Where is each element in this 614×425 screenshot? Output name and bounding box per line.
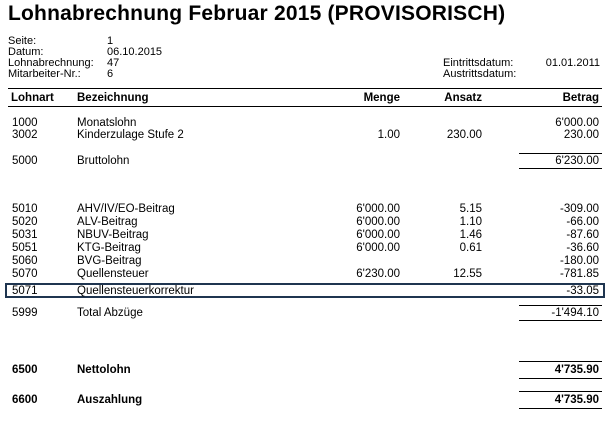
row-bezeichnung: Bruttolohn xyxy=(77,155,130,167)
total-deductions-rule xyxy=(519,305,602,306)
row-bezeichnung: Nettolohn xyxy=(77,364,131,376)
row-menge: 6'230.00 xyxy=(356,268,400,280)
row-lohnart: 1000 xyxy=(12,117,38,129)
row-lohnart: 5070 xyxy=(12,268,38,280)
col-header-ansatz: Ansatz xyxy=(444,92,482,104)
meta-value-mitarbeiter: 6 xyxy=(107,68,114,80)
meta-value-seite: 1 xyxy=(107,35,114,47)
row-bezeichnung: Kinderzulage Stufe 2 xyxy=(77,129,184,141)
col-header-betrag: Betrag xyxy=(562,92,599,104)
row-ansatz: 1.10 xyxy=(459,216,482,228)
row-lohnart: 6600 xyxy=(12,394,38,406)
row-lohnart: 5071 xyxy=(12,285,38,297)
row-ansatz: 230.00 xyxy=(446,129,482,141)
row-ansatz: 12.55 xyxy=(453,268,482,280)
col-header-menge: Menge xyxy=(363,92,400,104)
row-lohnart: 5060 xyxy=(12,255,38,267)
col-header-lohnart: Lohnart xyxy=(11,92,54,104)
row-lohnart: 5999 xyxy=(12,307,38,319)
row-betrag: 6'230.00 xyxy=(555,155,599,167)
row-betrag: 4'735.90 xyxy=(554,364,599,376)
row-betrag: -87.60 xyxy=(566,229,599,241)
row-lohnart: 3002 xyxy=(12,129,38,141)
payout-rule xyxy=(519,391,602,392)
net-underline xyxy=(519,378,602,379)
row-lohnart: 5010 xyxy=(12,203,38,215)
row-betrag: 230.00 xyxy=(563,129,599,141)
row-ansatz: 0.61 xyxy=(459,242,482,254)
row-betrag: 6'000.00 xyxy=(555,117,599,129)
row-bezeichnung: ALV-Beitrag xyxy=(77,216,138,228)
row-bezeichnung: Monatslohn xyxy=(77,117,137,129)
row-bezeichnung: BVG-Beitrag xyxy=(77,255,142,267)
meta-label-mitarbeiter: Mitarbeiter-Nr.: xyxy=(8,68,81,80)
total-deductions-underline xyxy=(519,320,602,321)
row-betrag: -36.60 xyxy=(566,242,599,254)
row-lohnart: 5000 xyxy=(12,155,38,167)
row-betrag: -309.00 xyxy=(559,203,599,215)
row-lohnart: 5031 xyxy=(12,229,38,241)
row-bezeichnung: KTG-Beitrag xyxy=(77,242,141,254)
meta-label-austrittsdatum: Austrittsdatum: xyxy=(443,68,517,80)
row-menge: 6'000.00 xyxy=(356,229,400,241)
row-bezeichnung: NBUV-Beitrag xyxy=(77,229,149,241)
row-ansatz: 1.46 xyxy=(459,229,482,241)
row-betrag: -781.85 xyxy=(559,268,599,280)
meta-label-eintrittsdatum: Eintrittsdatum: xyxy=(443,57,514,69)
row-menge: 6'000.00 xyxy=(356,203,400,215)
row-betrag: -66.00 xyxy=(566,216,599,228)
row-bezeichnung: Total Abzüge xyxy=(77,307,143,319)
page-title: Lohnabrechnung Februar 2015 (PROVISORISCH) xyxy=(8,2,506,25)
payout-underline xyxy=(519,408,602,409)
row-lohnart: 5051 xyxy=(12,242,38,254)
row-bezeichnung: Quellensteuer xyxy=(77,268,149,280)
col-header-bezeichnung: Bezeichnung xyxy=(77,92,149,104)
meta-value-lohnabrechnung: 47 xyxy=(107,57,120,69)
meta-label-lohnabrechnung: Lohnabrechnung: xyxy=(8,57,94,69)
row-betrag: -1'494.10 xyxy=(551,307,599,319)
row-bezeichnung: Auszahlung xyxy=(77,394,143,406)
meta-value-eintrittsdatum: 01.01.2011 xyxy=(545,57,600,69)
row-betrag: -33.05 xyxy=(566,285,599,297)
meta-label-seite: Seite: xyxy=(8,35,37,47)
row-ansatz: 5.15 xyxy=(459,203,482,215)
subtotal-underline xyxy=(519,168,602,169)
header-top-rule xyxy=(8,88,602,89)
row-menge: 1.00 xyxy=(377,129,400,141)
meta-value-datum: 06.10.2015 xyxy=(107,46,163,58)
meta-label-datum: Datum: xyxy=(8,46,44,58)
net-rule xyxy=(519,361,602,362)
subtotal-rule xyxy=(519,153,602,154)
header-bottom-rule xyxy=(8,106,602,107)
row-menge: 6'000.00 xyxy=(356,242,400,254)
row-bezeichnung: AHV/IV/EO-Beitrag xyxy=(77,203,175,215)
row-bezeichnung: Quellensteuerkorrektur xyxy=(77,285,194,297)
row-menge: 6'000.00 xyxy=(356,216,400,228)
row-betrag: -180.00 xyxy=(559,255,599,267)
row-lohnart: 6500 xyxy=(12,364,38,376)
row-betrag: 4'735.90 xyxy=(554,394,599,406)
row-lohnart: 5020 xyxy=(12,216,38,228)
